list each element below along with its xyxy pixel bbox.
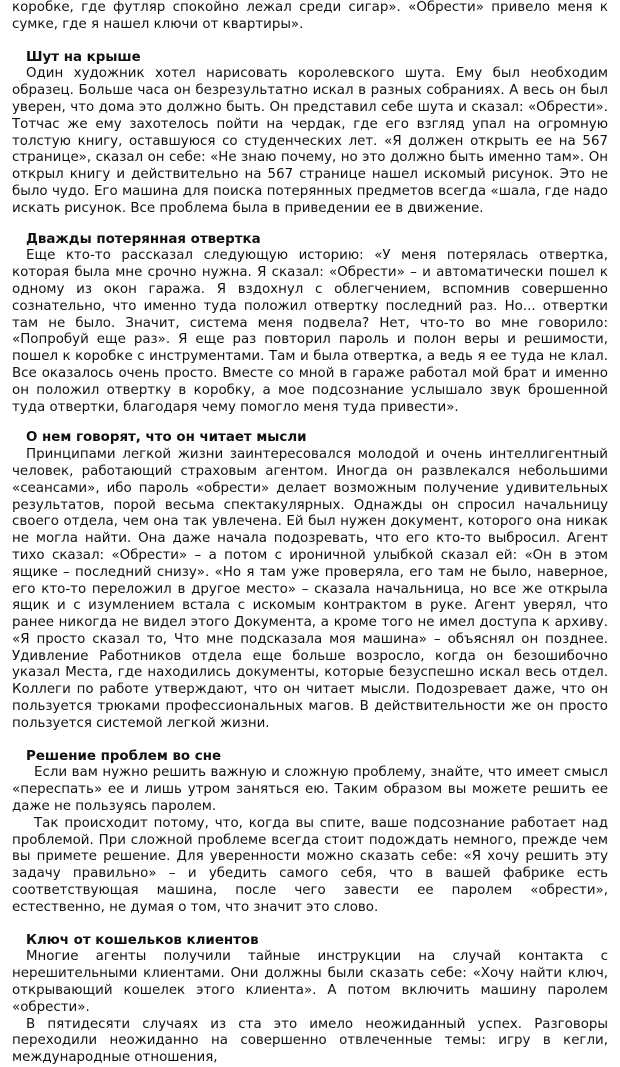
paragraph-screwdriver: Еще кто-то рассказал следующую историю: «У меня потерялась отвертка, которая была мне срочно нужна. Я сказал: «Обрести» – и автоматически пошел к одному из окон гаража. Я вздохнул с облегчением, вспомнив совершенно сознательно, что именно туда положил отвертку последний раз. Но... отвертки там не было. Значит, система меня подвела? Нет, что-то во мне говорило: «Попробуй еще раз». Я еще раз повторил пароль и полон веры и решимости, пошел к коробке с инструментами. Там и была отвертка, а ведь я ее туда не клал. Все оказалось очень просто. Вместе со мной в гараже работал мой брат и именно он положил отвертку в коробку, а мое подсознание услышало звук брошенной туда отвертки, благодаря чему помогло меня туда привести». — [12, 248, 608, 415]
section-title-sleep: Решение проблем во сне — [26, 748, 222, 764]
paragraph-sleep-1: Если вам нужно решить важную и сложную проблему, знайте, что имеет смысл «переспать» ее и лишь утром заняться ею. Таким образом вы можете решить ее даже не пользуясь паролем. — [12, 765, 608, 815]
section-title-mind-reader: О нем говорят, что он читает мысли — [26, 430, 307, 446]
paragraph-sleep-2: Так происходит потому, что, когда вы спите, ваше подсознание работает над проблемой. При сложной проблеме всегда стоит подождать немного, прежде чем вы примете решение. Для уверенности можно сказать себе: «Я хочу решить эту задачу правильно» – и убедить самого себя, что в вашей фабрике есть соответствующая машина, после чего завести ее паролем «обрести», естественно, не думая о том, что значит это слово. — [12, 815, 608, 915]
section-title-wallet-key: Ключ от кошельков клиентов — [26, 932, 259, 948]
section-title-jester: Шут на крыше — [26, 49, 141, 65]
paragraph-wallet-key-2: В пятидесяти случаях из ста это имело неожиданный успех. Разговоры переходили неожиданно на совершенно отвлеченные темы: игру в кегли, международные отношения, — [12, 1016, 608, 1066]
intro-paragraph: коробке, где футляр спокойно лежал среди сигар». «Обрести» привело меня к сумке, где я нашел ключи от квартиры». — [12, 0, 608, 32]
paragraph-mind-reader: Принципами легкой жизни заинтересовался молодой и очень интеллигентный человек, работающий страховым агентом. Иногда он развлекался небольшими «сеансами», ибо пароль «обрести» делает возможным получение удивительных результатов, порой весьма спектакулярных. Однажды он спросил начальницу своего отдела, чем она так увлечена. Ей был нужен документ, которого она никак не могла найти. Она даже начала подозревать, что его кто-то выбросил. Агент тихо сказал: «Обрести» – а потом с ироничной улыбкой сказал ей: «Он в этом ящике – последний снизу». «Но я там уже проверяла, его там не было, наверное, его кто-то переложил в другое место» – сказала начальница, но все же открыла ящик и с изумлением встала с искомым контрактом в руке. Агент уверял, что ранее никогда не видел этого Документа, а кроме того не имел доступа к архиву. «Я просто сказал то, Что мне подсказала моя машина» – объяснял он позднее. Удивление Работников отдела еще больше возросло, когда он безошибочно указал Места, где находились документы, которые безуспешно искал весь отдел. Коллеги по работе утверждают, что он читает мысли. Подозревает даже, что он пользуется трюками профессиональных магов. В действительности же он просто пользуется системой легкой жизни. — [12, 447, 608, 731]
paragraph-wallet-key-1: Многие агенты получили тайные инструкции на случай контакта с нерешительными клиентами. Они должны были сказать себе: «Хочу найти ключ, открывающий кошелек этого клиента». А потом включить машину паролем «обрести». — [12, 949, 608, 1015]
paragraph-jester: Один художник хотел нарисовать королевского шута. Ему был необходим образец. Больше часа он безрезультатно искал в разных собраниях. А весь он был уверен, что дома это должно быть. Он представил себе шута и сказал: «Обрести». Тотчас же ему захотелось пойти на чердак, где его взгляд упал на огромную толстую книгу, оставшуюся со студенческих лет. «Я должен открыть ее на 567 странице», сказал он себе: «Не знаю почему, но это должно быть именно там». Он открыл книгу и действительно на 567 странице нашел искомый рисунок. Это не было чудо. Его машина для поиска потерянных предметов всегда «шала, где надо искать рисунок. Все проблема была в приведении ее в движение. — [12, 66, 608, 216]
section-title-screwdriver: Дважды потерянная отвертка — [26, 231, 261, 247]
